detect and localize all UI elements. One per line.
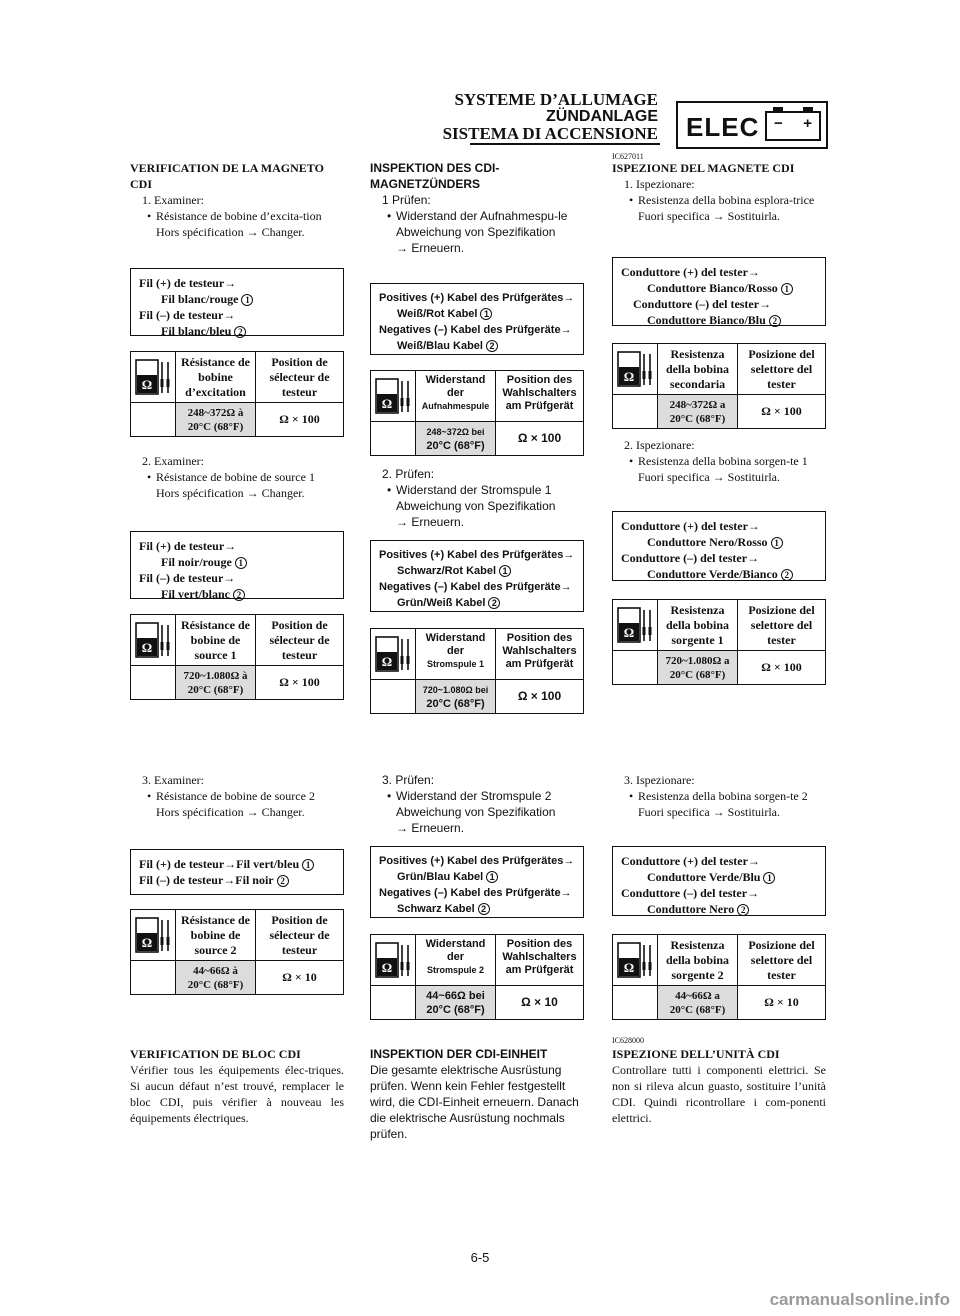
number-1-icon: 1 — [781, 283, 793, 295]
fr-s2: 2. Examiner: • Résistance de bobine de source 1 Hors spécification → Changer. — [130, 453, 344, 501]
fr-s3: 3. Examiner: • Résistance de bobine de source 2 Hors spécification → Changer. — [130, 772, 344, 820]
svg-text:Ω: Ω — [623, 369, 635, 384]
title-it: SISTEMA DI ACCENSIONE — [442, 124, 658, 143]
ohmmeter-icon — [135, 622, 171, 658]
ohmmeter-icon — [135, 917, 171, 953]
number-2-icon: 2 — [769, 315, 781, 327]
elec-label: ELEC — [686, 112, 760, 142]
de-s1-leads: Positives (+) Kabel des Prüfgerätes→ Weiß/Rot Kabel 1 Negatives (–) Kabel des Prüfgeräte→ Weiß/Blau Kabel 2 — [370, 283, 584, 355]
svg-text:Ω: Ω — [623, 625, 635, 640]
svg-text:Ω: Ω — [381, 396, 393, 411]
it-s2-table: Ω Resistenza della bobina sorgente 1 Posizione del selettore del tester 720~1.080Ω a 20°C (68°F) Ω × 100 — [612, 599, 826, 685]
de-s2-table: Ω Widerstand der Stromspule 1 Position des Wahlschalters am Prüfgerät 720~1.080Ω bei 20°C (68°F) Ω × 100 — [370, 628, 584, 714]
number-1-icon: 1 — [771, 537, 783, 549]
number-1-icon: 1 — [241, 294, 253, 306]
number-2-icon: 2 — [781, 569, 793, 581]
it-code-1: IC627011 — [612, 152, 644, 161]
fr-s1-leads: Fil (+) de testeur→ Fil blanc/rouge 1 Fil (–) de testeur→ Fil blanc/bleu 2 — [130, 268, 344, 336]
number-1-icon: 1 — [302, 859, 314, 871]
it-s3-leads: Conduttore (+) del tester→ Conduttore Verde/Blu 1 Conduttore (–) del tester→ Conduttore Nero 2 — [612, 846, 826, 916]
header-rule — [470, 143, 660, 145]
fr-cdi: VERIFICATION DE BLOC CDI Vérifier tous les équipements élec-triques. Si aucun défaut n’est trouvé, remplacer le bloc CDI, puis vérifier à nouveau les équipements électriques. — [130, 1047, 344, 1125]
table-value-2: Ω × 100 — [255, 403, 343, 436]
it-intro: ISPEZIONE DEL MAGNETE CDI 1. Ispezionare: • Resistenza della bobina esplora-trice Fuori specifica → Sostituirla. — [612, 160, 826, 224]
ohmmeter-icon — [131, 910, 175, 960]
table-head-1: Résistance de bobine d’excitation — [175, 352, 255, 402]
ohmmeter-icon — [371, 629, 415, 679]
it-cdi: ISPEZIONE DELL’UNITÀ CDI Controllare tutti i componenti elettrici. Se non si rileva alcun guasto, sostituire l’unità CDI. Quindi ricontrollare i com-ponenti elettrici. — [612, 1047, 826, 1125]
it-s1-leads: Conduttore (+) del tester→ Conduttore Bianco/Rosso 1 Conduttore (–) del tester→ Conduttore Bianco/Blu 2 — [612, 257, 826, 326]
number-2-icon: 2 — [233, 589, 245, 601]
ohmmeter-icon — [613, 344, 657, 394]
number-2-icon: 2 — [737, 904, 749, 916]
number-1-icon: 1 — [486, 871, 498, 883]
de-s3: 3. Prüfen: • Widerstand der Stromspule 2 Abweichung von Spezifikation → Erneuern. — [370, 772, 584, 836]
fr-s1-bullet: • Résistance de bobine d’excita-tion — [130, 208, 344, 224]
number-2-icon: 2 — [277, 875, 289, 887]
number-1-icon: 1 — [499, 565, 511, 577]
it-s2-leads: Conduttore (+) del tester→ Conduttore Nero/Rosso 1 Conduttore (–) del tester→ Conduttore Verde/Bianco 2 — [612, 511, 826, 581]
ohmmeter-icon — [617, 607, 653, 643]
ohmmeter-icon — [375, 636, 411, 672]
fr-heading: VERIFICATION DE LA MAGNETO CDI — [130, 161, 324, 191]
de-intro: INSPEKTION DES CDI-MAGNETZÜNDERS 1 Prüfen: • Widerstand der Aufnahmespu-le Abweichung von Spezifikation → Erneuern. — [370, 160, 584, 256]
fr-s1-table — [130, 351, 344, 437]
de-cdi: INSPEKTION DER CDI-EINHEIT Die gesamte elektrische Ausrüstung prüfen. Wenn kein Fehler festgestellt wird, die CDI-Einheit erneuern. Danach die elektrische Ausrüstung nochmals prüfen. — [370, 1047, 579, 1141]
ohmmeter-icon — [131, 352, 175, 402]
elec-badge — [676, 101, 828, 149]
fr-s3-table: Ω Résistance de bobine de source 2 Position de sélecteur de testeur 44~66Ω à 20°C (68°F) Ω × 10 — [130, 909, 344, 995]
svg-text:Ω: Ω — [141, 377, 153, 392]
number-1-icon: 1 — [235, 557, 247, 569]
de-s2: 2. Prüfen: • Widerstand der Stromspule 1 Abweichung von Spezifikation → Erneuern. — [370, 466, 584, 530]
table-head-2: Position de sélecteur de testeur — [255, 352, 343, 402]
number-2-icon: 2 — [234, 326, 246, 338]
svg-text:Ω: Ω — [381, 654, 393, 669]
number-1-icon: 1 — [763, 872, 775, 884]
ohmmeter-icon — [371, 371, 415, 421]
de-s1-table: Ω Widerstand der Aufnahmespule Position des Wahlschalters am Prüfgerät 248~372Ω bei 20°C (68°F) Ω × 100 — [370, 370, 584, 456]
fr-s2-table: Ω Résistance de bobine de source 1 Position de sélecteur de testeur 720~1.080Ω à 20°C (68°F) Ω × 100 — [130, 614, 344, 700]
svg-text:Ω: Ω — [623, 960, 635, 975]
it-s1-table: Ω Resistenza della bobina secondaria Posizione del selettore del tester 248~372Ω a 20°C (68°F) Ω × 100 — [612, 343, 826, 429]
ohmmeter-icon — [131, 615, 175, 665]
battery-icon — [765, 111, 821, 141]
number-2-icon: 2 — [486, 340, 498, 352]
ohmmeter-icon — [613, 600, 657, 650]
title-fr: SYSTEME D’ALLUMAGE — [454, 90, 658, 109]
svg-text:Ω: Ω — [381, 960, 393, 975]
fr-s1-step: 1. Examiner: — [142, 193, 204, 207]
ohmmeter-icon — [613, 935, 657, 985]
it-s3: 3. Ispezionare: • Resistenza della bobina sorgen-te 2 Fuori specifica → Sostituirla. — [612, 772, 826, 820]
number-2-icon: 2 — [478, 903, 490, 915]
svg-text:Ω: Ω — [141, 640, 153, 655]
page-number: 6-5 — [470, 1250, 490, 1265]
it-s2: 2. Ispezionare: • Resistenza della bobina sorgen-te 1 Fuori specifica → Sostituirla. — [612, 437, 826, 485]
ohmmeter-icon — [371, 935, 415, 985]
ohmmeter-icon — [135, 359, 171, 395]
de-s2-leads: Positives (+) Kabel des Prüfgerätes→ Schwarz/Rot Kabel 1 Negatives (–) Kabel des Prüfgeräte→ Grün/Weiß Kabel 2 — [370, 540, 584, 612]
table-value-1: 248~372Ω à 20°C (68°F) — [175, 403, 255, 436]
battery-plus: + — [803, 115, 812, 132]
fr-s2-leads: Fil (+) de testeur→ Fil noir/rouge 1 Fil (–) de testeur→ Fil vert/blanc 2 — [130, 531, 344, 599]
ohmmeter-icon — [375, 378, 411, 414]
svg-text:Ω: Ω — [141, 935, 153, 950]
de-s3-table: Ω Widerstand der Stromspule 2 Position des Wahlschalters am Prüfgerät 44~66Ω bei 20°C (68°F) Ω × 10 — [370, 934, 584, 1020]
ohmmeter-icon — [617, 942, 653, 978]
it-code-2: IC628000 — [612, 1036, 644, 1045]
ohmmeter-icon — [375, 942, 411, 978]
number-1-icon: 1 — [480, 308, 492, 320]
ohmmeter-icon — [617, 351, 653, 387]
de-s3-leads: Positives (+) Kabel des Prüfgerätes→ Grün/Blau Kabel 1 Negatives (–) Kabel des Prüfgeräte→ Schwarz Kabel 2 — [370, 846, 584, 918]
it-s3-table: Ω Resistenza della bobina sorgente 2 Posizione del selettore del tester 44~66Ω a 20°C (68°F) Ω × 10 — [612, 934, 826, 1020]
battery-minus: − — [774, 115, 783, 132]
fr-s3-leads: Fil (+) de testeur→Fil vert/bleu 1 Fil (–) de testeur→Fil noir 2 — [130, 849, 344, 895]
number-2-icon: 2 — [488, 597, 500, 609]
watermark: carmanualsonline.info — [769, 1290, 950, 1309]
fr-s1-action: Hors spécification → Changer. — [156, 225, 305, 239]
title-de: ZÜNDANLAGE — [546, 108, 658, 125]
fr-intro — [130, 160, 344, 240]
